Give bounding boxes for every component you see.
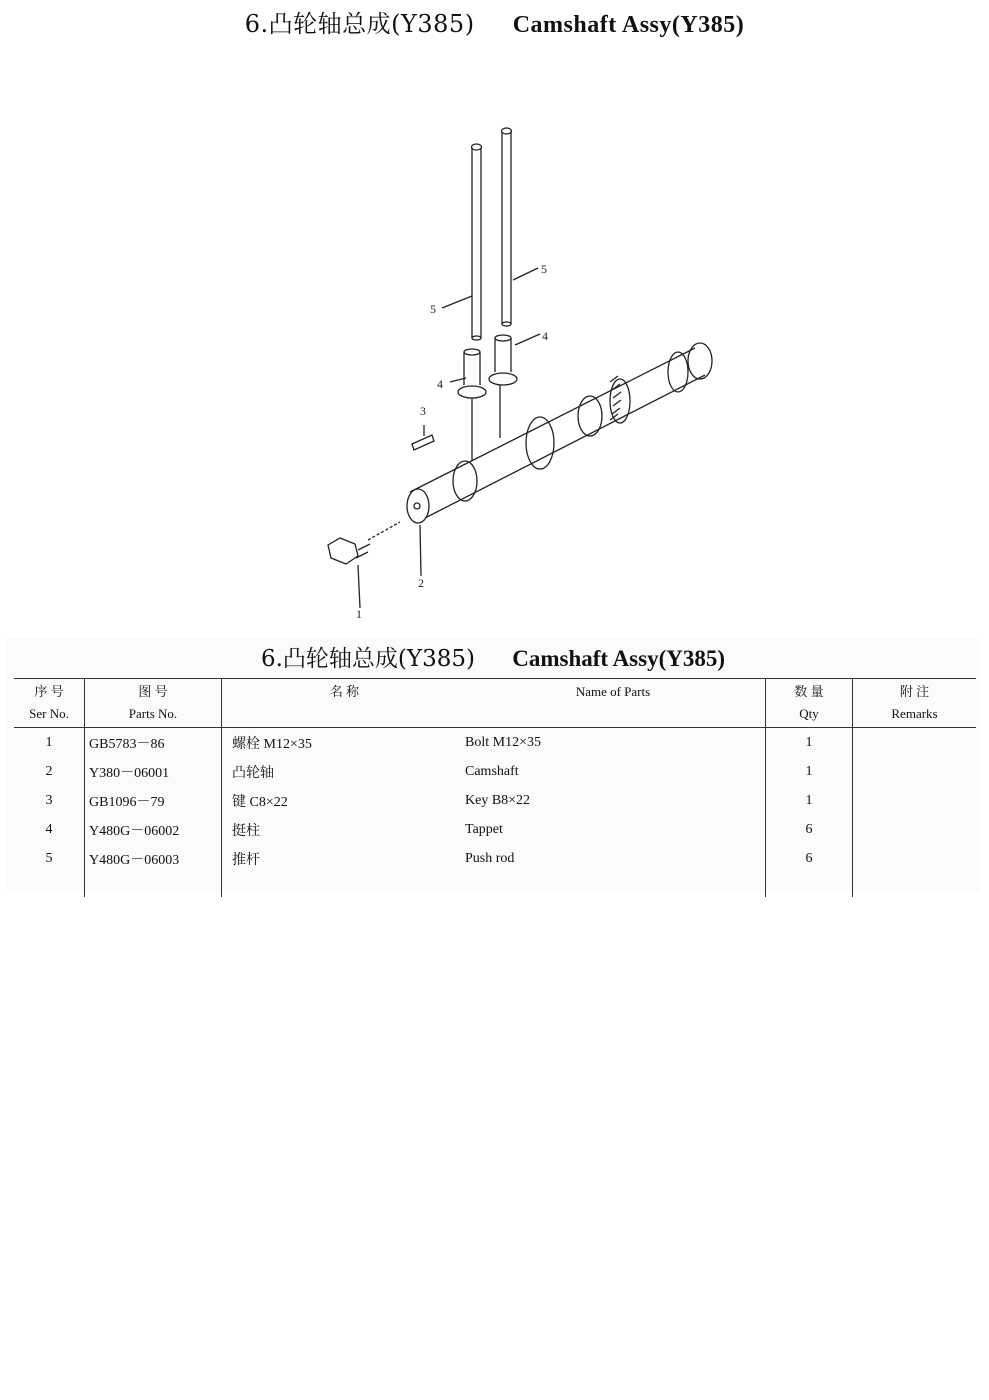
table-row: [14, 786, 976, 815]
col-header-part-no: [85, 679, 222, 728]
cell-ser: 5: [45, 850, 53, 866]
parts-table: [14, 678, 976, 897]
callout-3: 3: [420, 404, 426, 418]
cell-part-no: GB5783－86: [85, 728, 222, 758]
cell-ser: 4: [45, 821, 53, 837]
cell-name-cn: 凸轮轴: [222, 757, 462, 786]
page-title-cn: 6.凸轮轴总成(Y385): [244, 10, 475, 38]
callout-4-left: 4: [437, 377, 443, 391]
callout-2: 2: [418, 576, 424, 590]
table-spacer-row: [14, 873, 976, 897]
col-header-remarks-cn: 附 注: [899, 684, 930, 699]
table-header-row: [14, 679, 976, 728]
page-title: [0, 4, 989, 39]
col-header-ser-en: Ser No.: [29, 706, 69, 721]
cell-name-cn: 推杆: [222, 844, 462, 873]
cell-name-en: Key B8×22: [465, 792, 531, 808]
camshaft-drawing: [300, 120, 730, 630]
cell-qty: 6: [766, 815, 853, 844]
cell-part-no: Y480G－06003: [85, 844, 222, 873]
cell-part-no: Y380－06001: [85, 757, 222, 786]
callout-1: 1: [356, 607, 362, 621]
table-title-en: Camshaft Assy(Y385): [512, 646, 726, 671]
cell-qty: 6: [766, 844, 853, 873]
col-header-qty-en: Qty: [799, 706, 819, 721]
push-rod-right: [502, 128, 512, 326]
table-row: [14, 815, 976, 844]
col-header-ser-cn: 序 号: [34, 684, 64, 699]
table-row: [14, 728, 976, 758]
cell-name-cn: 螺栓 M12×35: [222, 728, 462, 758]
tappet-right: [489, 335, 517, 438]
col-header-remarks: [853, 679, 977, 728]
cell-remarks: [853, 844, 977, 873]
callout-5-right: 5: [541, 262, 547, 276]
callout-4-right: 4: [542, 329, 548, 343]
cell-ser: 1: [45, 734, 53, 750]
cell-name-cn: 键 C8×22: [222, 786, 462, 815]
cell-qty: 1: [766, 757, 853, 786]
cell-remarks: [853, 786, 977, 815]
col-header-qty: [766, 679, 853, 728]
cell-name-cn: 挺柱: [222, 815, 462, 844]
col-header-ser: [14, 679, 85, 728]
callout-5-left: 5: [430, 302, 436, 316]
cell-part-no: Y480G－06002: [85, 815, 222, 844]
table-title: [6, 640, 980, 673]
cell-part-no: GB1096－79: [85, 786, 222, 815]
col-header-name-en-text: Name of Parts: [575, 684, 651, 699]
cell-ser: 2: [45, 763, 53, 779]
tappet-left: [458, 349, 486, 460]
cell-name-en: Tappet: [465, 821, 503, 837]
col-header-part-no-en: Parts No.: [128, 706, 178, 721]
table-row: [14, 757, 976, 786]
cell-remarks: [853, 728, 977, 758]
camshaft: [407, 343, 712, 523]
exploded-view-diagram: [300, 120, 730, 630]
key: [412, 435, 434, 450]
page-title-en: Camshaft Assy(Y385): [512, 12, 745, 38]
col-header-qty-cn: 数 量: [794, 684, 824, 699]
cell-name-en: Camshaft: [465, 763, 519, 779]
cell-name-en: Push rod: [465, 850, 515, 866]
parts-table-panel: [6, 638, 980, 892]
bolt: [328, 522, 400, 564]
cell-remarks: [853, 815, 977, 844]
col-header-remarks-en: Remarks: [891, 706, 938, 721]
col-header-name-cn: [222, 679, 462, 728]
col-header-name-en: [461, 679, 766, 728]
cell-name-en: Bolt M12×35: [465, 734, 541, 750]
table-row: [14, 844, 976, 873]
col-header-name-cn-text: 名 称: [329, 684, 360, 699]
cell-qty: 1: [766, 728, 853, 758]
cell-remarks: [853, 757, 977, 786]
table-title-cn: 6.凸轮轴总成(Y385): [260, 646, 475, 672]
push-rod-left: [472, 144, 482, 340]
cell-ser: 3: [45, 792, 53, 808]
col-header-part-no-cn: 图 号: [138, 684, 168, 699]
cell-qty: 1: [766, 786, 853, 815]
